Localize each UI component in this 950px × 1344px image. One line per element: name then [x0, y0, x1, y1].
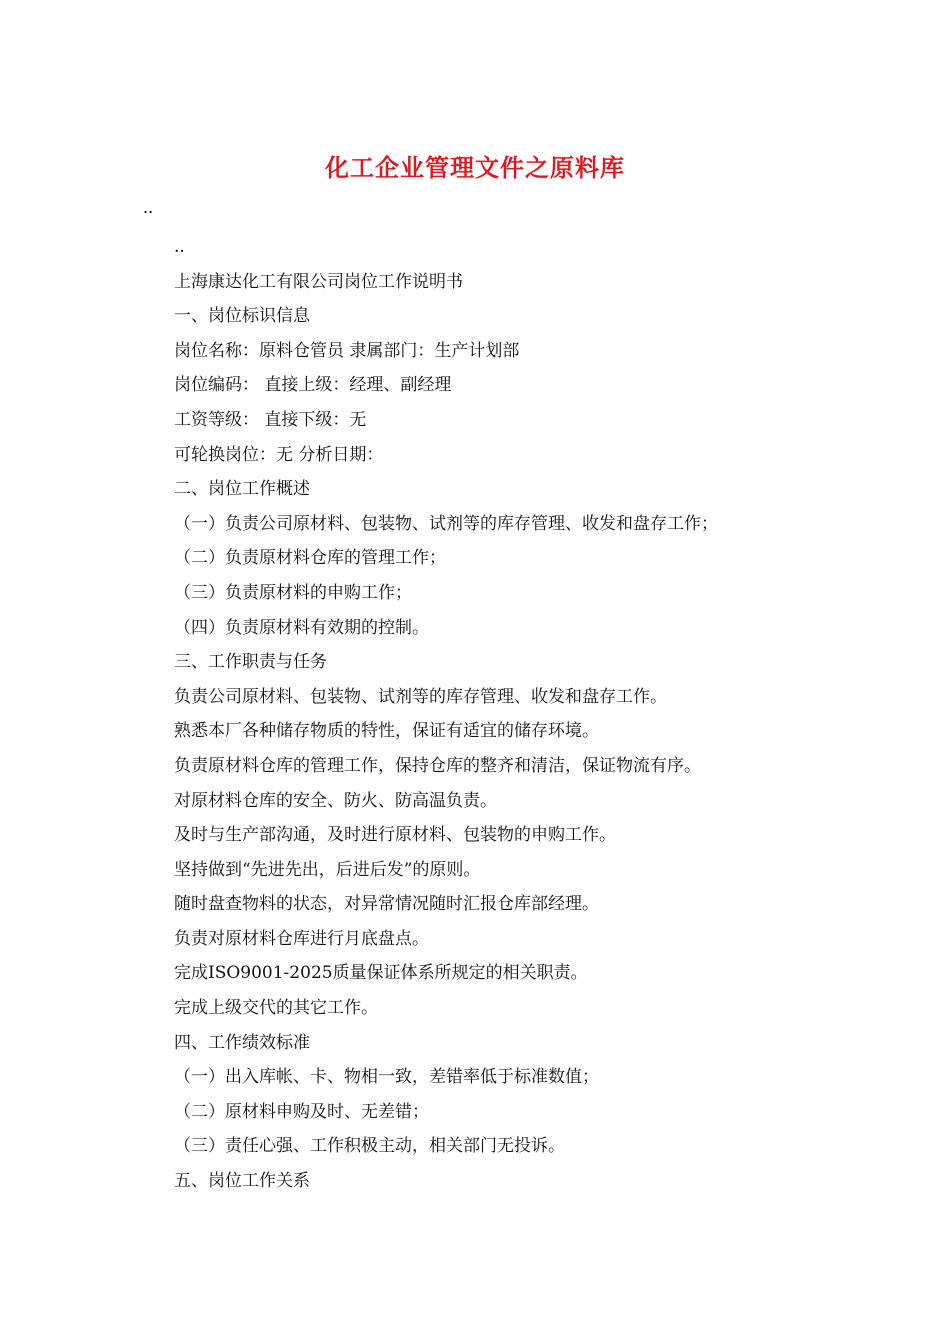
leading-dots: .. — [143, 198, 154, 217]
list-item: （三）负责原材料的申购工作； — [174, 582, 412, 603]
section-heading: 三、工作职责与任务 — [174, 652, 327, 673]
section-heading: 一、岗位标识信息 — [174, 306, 310, 327]
section-heading: 四、工作绩效标准 — [174, 1032, 310, 1053]
body-line: 完成ISO9001-2025质量保证体系所规定的相关职责。 — [174, 963, 588, 984]
body-line: 及时与生产部沟通，及时进行原材料、包装物的申购工作。 — [174, 825, 616, 846]
section-heading: 二、岗位工作概述 — [174, 479, 310, 500]
body-line: 熟悉本厂各种储存物质的特性，保证有适宜的储存环境。 — [174, 721, 599, 742]
body-line: 完成上级交代的其它工作。 — [174, 998, 378, 1019]
list-item: （一）负责公司原材料、包装物、试剂等的库存管理、收发和盘存工作； — [174, 513, 718, 534]
body-line: 可轮换岗位：无 分析日期： — [174, 444, 384, 465]
list-item: （二）原材料申购及时、无差错； — [174, 1101, 429, 1122]
body-line: 岗位编码： 直接上级：经理、副经理 — [174, 375, 452, 396]
body-line: 岗位名称：原料仓管员 隶属部门：生产计划部 — [174, 340, 520, 361]
body-line: 负责对原材料仓库进行月底盘点。 — [174, 928, 429, 949]
document-title: 化工企业管理文件之原料库 — [325, 153, 625, 182]
body-line: 工资等级： 直接下级：无 — [174, 409, 367, 430]
body-line: 随时盘查物料的状态，对异常情况随时汇报仓库部经理。 — [174, 894, 599, 915]
body-line: 对原材料仓库的安全、防火、防高温负责。 — [174, 790, 497, 811]
list-item: （三）责任心强、工作积极主动，相关部门无投诉。 — [174, 1136, 565, 1157]
company-heading: 上海康达化工有限公司岗位工作说明书 — [174, 271, 463, 292]
list-item: （一）出入库帐、卡、物相一致，差错率低于标准数值； — [174, 1067, 599, 1088]
list-item: （四）负责原材料有效期的控制。 — [174, 617, 429, 638]
section-heading: 五、岗位工作关系 — [174, 1171, 310, 1192]
body-line: .. — [174, 237, 185, 257]
body-line: 负责原材料仓库的管理工作，保持仓库的整齐和清洁，保证物流有序。 — [174, 755, 701, 776]
list-item: （二）负责原材料仓库的管理工作； — [174, 548, 446, 569]
body-line: 坚持做到“先进先出，后进后发”的原则。 — [174, 859, 481, 880]
document-body — [174, 230, 874, 1199]
body-line: 负责公司原材料、包装物、试剂等的库存管理、收发和盘存工作。 — [174, 686, 667, 707]
